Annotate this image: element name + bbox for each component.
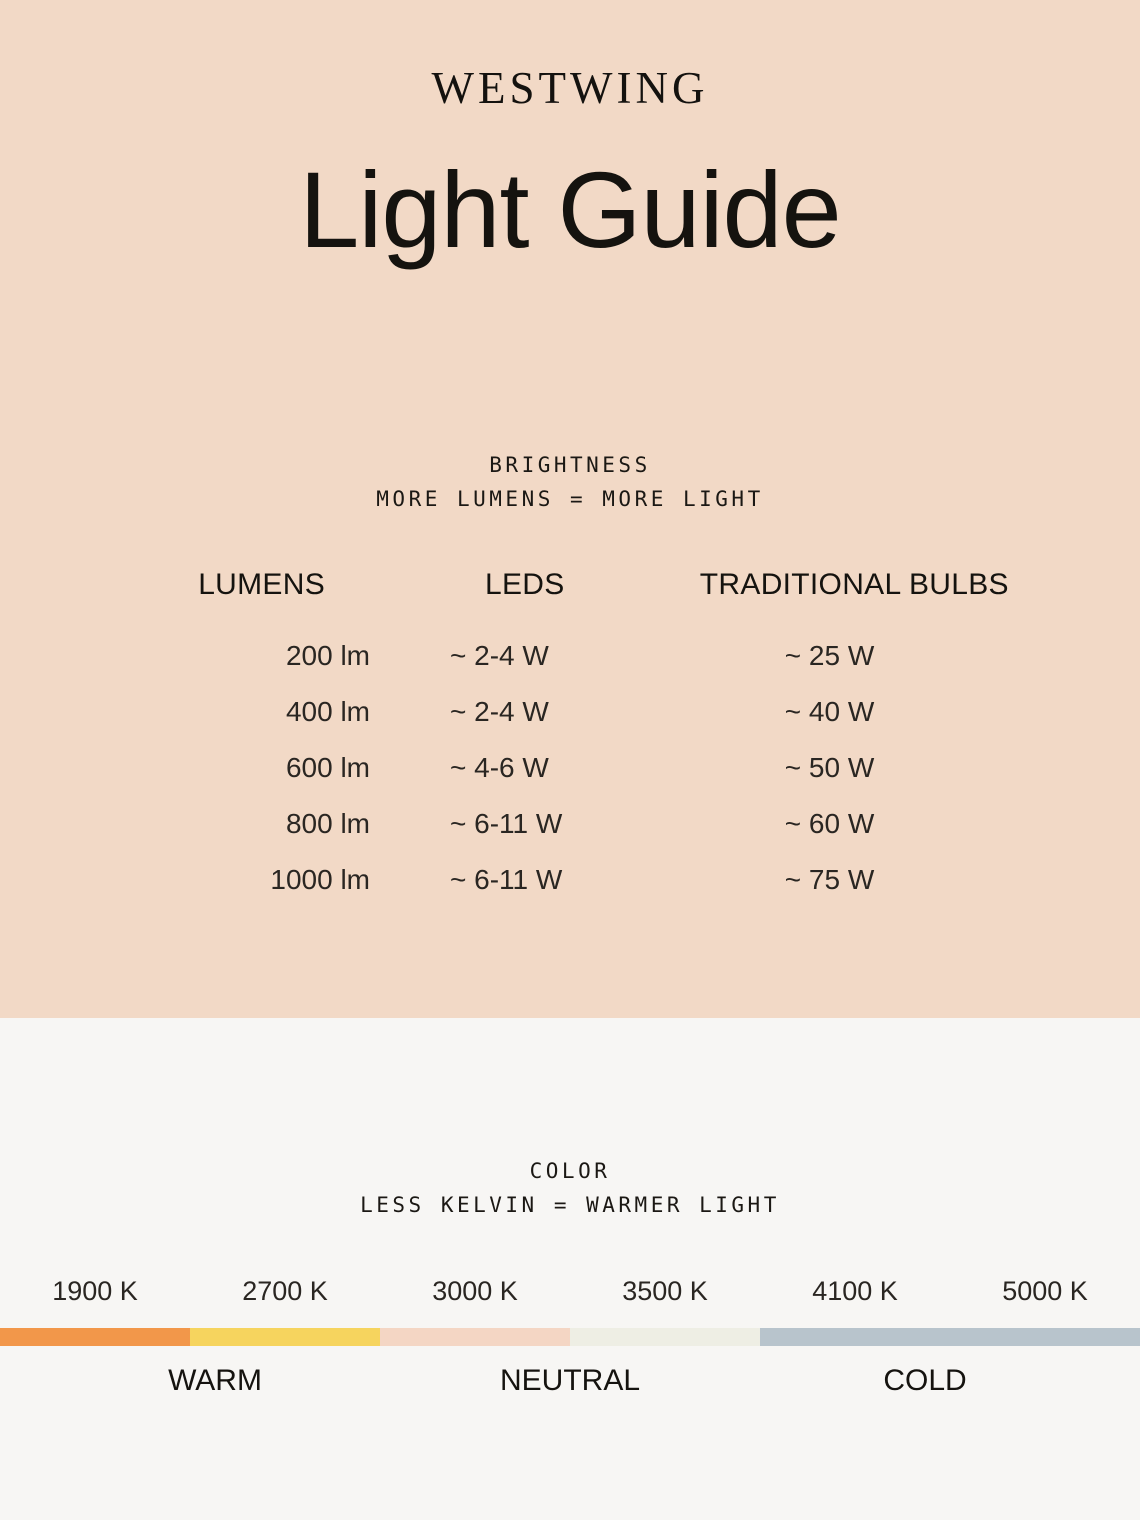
color-caption — [0, 1154, 1140, 1222]
kelvin-tick: 2700 K — [242, 1276, 328, 1306]
color-caption-line2: LESS KELVIN = WARMER LIGHT — [360, 1193, 780, 1218]
label-warm: WARM — [168, 1364, 262, 1397]
color-caption-line1: COLOR — [529, 1159, 611, 1183]
kelvin-tick: 5000 K — [1002, 1276, 1088, 1306]
header-lumens: LUMENS — [198, 568, 326, 601]
cell-bulbs: ~ 60 W — [784, 808, 875, 839]
gradient-segment-1900k — [0, 1328, 190, 1346]
lumens-table-body — [0, 628, 1140, 908]
gradient-segment-3500k — [570, 1328, 760, 1346]
header-traditional-bulbs: TRADITIONAL BULBS — [699, 568, 1009, 601]
kelvin-tick: 3500 K — [622, 1276, 708, 1306]
cell-lumens: 400 lm — [285, 696, 371, 727]
kelvin-tick: 3000 K — [432, 1276, 518, 1306]
cell-bulbs: ~ 25 W — [784, 640, 875, 671]
kelvin-tick: 4100 K — [812, 1276, 898, 1306]
table-row — [0, 628, 1140, 684]
brightness-caption-line1: BRIGHTNESS — [489, 453, 651, 477]
table-row — [0, 740, 1140, 796]
cell-leds: ~ 2-4 W — [450, 696, 549, 727]
temperature-labels — [0, 1364, 1140, 1398]
cell-leds: ~ 6-11 W — [450, 808, 563, 839]
cell-bulbs: ~ 50 W — [784, 752, 875, 783]
color-temperature-bar — [0, 1328, 1140, 1346]
cell-leds: ~ 6-11 W — [450, 864, 563, 895]
cell-bulbs: ~ 75 W — [784, 864, 875, 895]
cell-lumens: 1000 lm — [270, 864, 371, 895]
brightness-caption-line2: MORE LUMENS = MORE LIGHT — [376, 487, 764, 512]
gradient-segment-5000k — [950, 1328, 1140, 1346]
header-leds: LEDS — [485, 568, 565, 601]
label-cold: COLD — [883, 1364, 967, 1397]
cell-lumens: 200 lm — [285, 640, 371, 671]
gradient-segment-2700k — [190, 1328, 380, 1346]
cell-bulbs: ~ 40 W — [784, 696, 875, 727]
table-row — [0, 684, 1140, 740]
cell-lumens: 600 lm — [285, 752, 371, 783]
gradient-segment-4100k — [760, 1328, 950, 1346]
table-row — [0, 796, 1140, 852]
cell-leds: ~ 2-4 W — [450, 640, 549, 671]
brightness-caption — [0, 448, 1140, 516]
table-row — [0, 852, 1140, 908]
gradient-segment-3000k — [380, 1328, 570, 1346]
color-panel — [0, 1018, 1140, 1520]
lumens-table — [0, 568, 1140, 908]
kelvin-tick: 1900 K — [52, 1276, 138, 1306]
label-neutral: NEUTRAL — [499, 1364, 641, 1397]
cell-leds: ~ 4-6 W — [450, 752, 549, 783]
brand-logo: WESTWING — [431, 63, 709, 113]
table-header-row — [0, 568, 1140, 628]
cell-lumens: 800 lm — [285, 808, 371, 839]
lumens-table-head — [0, 568, 1140, 628]
kelvin-scale-labels — [0, 1276, 1140, 1307]
page-title: Light Guide — [299, 149, 841, 270]
